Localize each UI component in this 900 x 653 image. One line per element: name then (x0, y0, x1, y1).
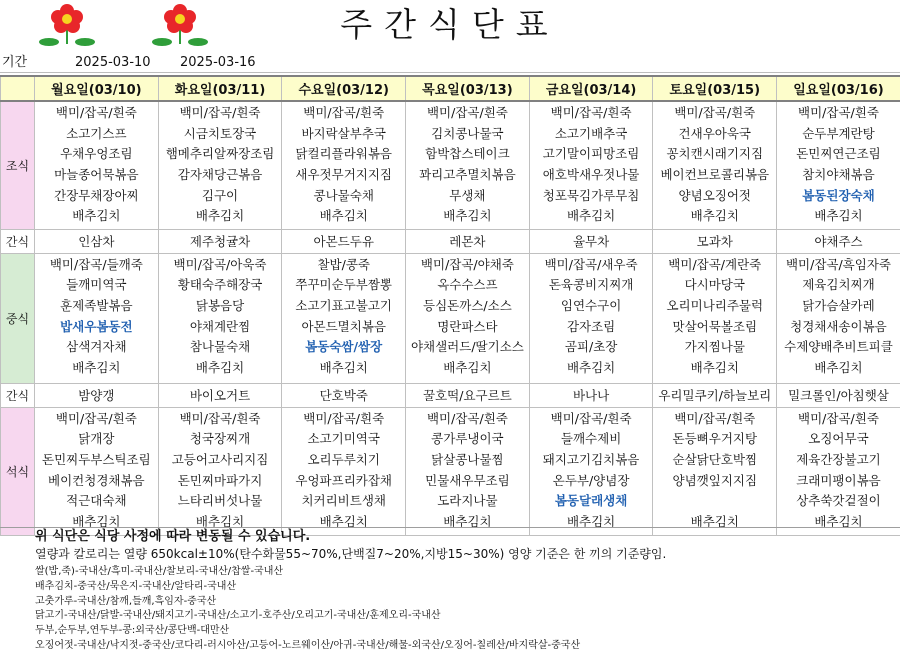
day-header: 수요일(03/12) (282, 76, 406, 101)
menu-item: 베이컨청경채볶음 (48, 472, 145, 488)
snack-label: 간식 (1, 229, 35, 253)
day-header: 월요일(03/10) (35, 76, 159, 101)
menu-item: 백미/잡곡/들깨죽 (49, 256, 143, 272)
menu-item: 콩나물숙채 (313, 187, 374, 203)
menu-item: 배추김치 (814, 208, 863, 224)
menu-item: 오리두루치기 (307, 451, 380, 467)
menu-item: 야채샐러드/딸기소스 (410, 339, 524, 355)
menu-item: 백미/잡곡/야채죽 (420, 256, 514, 272)
origin-list (35, 565, 895, 653)
menu-item: 찰밥/콩죽 (317, 256, 370, 272)
menu-item: 베이컨브로콜리볶음 (660, 167, 770, 183)
menu-item: 백미/잡곡/흰죽 (179, 105, 261, 120)
menu-item: 무생채 (449, 187, 486, 203)
menu-item: 간장무채장아찌 (54, 187, 139, 203)
menu-item: 백미/잡곡/흰죽 (550, 410, 632, 426)
breakfast-row (1, 101, 900, 229)
menu-item: 배추김치 (566, 208, 616, 224)
menu-item: 아몬드멸치볶음 (301, 318, 386, 334)
menu-item: 함박찹스테이크 (425, 146, 510, 162)
menu-item: 임연수구이 (560, 297, 622, 313)
menu-item: 배추김치 (72, 208, 121, 224)
menu-item: 오징어무국 (808, 431, 869, 447)
menu-item: 삼색겨자채 (66, 339, 127, 355)
menu-item: 닭살콩나물찜 (431, 451, 504, 467)
menu-item: 제육김치찌개 (802, 277, 875, 293)
menu-item: 바지락살부추국 (301, 125, 386, 141)
lunch-cell (406, 253, 530, 383)
menu-item: 배추김치 (690, 208, 739, 224)
breakfast-cell (777, 101, 900, 229)
breakfast-cell (529, 101, 653, 229)
day-header: 화요일(03/11) (158, 76, 282, 101)
menu-item: 백미/잡곡/계란죽 (668, 256, 762, 272)
menu-item: 밥새우봄동전 (60, 318, 133, 334)
breakfast-label: 조식 (1, 101, 35, 229)
menu-item: 백미/잡곡/아욱죽 (173, 256, 267, 272)
lunch-cell (282, 253, 406, 383)
menu-item: 시금치토장국 (183, 125, 257, 141)
menu-item: 백미/잡곡/흰죽 (798, 105, 879, 120)
menu-item: 백미/잡곡/흰죽 (674, 105, 756, 120)
menu-item: 청국장찌개 (189, 431, 251, 447)
menu-item: 들깨미역국 (66, 277, 127, 293)
menu-item: 소고기미역국 (307, 431, 380, 447)
period-label: 기간 (2, 55, 28, 70)
origin-line: 고춧가루-국내산/참깨,들깨,흑임자-중국산 (35, 595, 217, 607)
menu-item: 고등어고사리지짐 (171, 451, 269, 467)
snack-item: 밤양갱 (35, 383, 159, 407)
menu-item: 백미/잡곡/흰죽 (550, 105, 632, 120)
menu-item: 들깨수제비 (560, 431, 622, 447)
menu-item: 돈등뼈우거지탕 (672, 431, 758, 447)
menu-item: 백미/잡곡/흰죽 (303, 410, 385, 426)
dinner-cell (529, 407, 653, 535)
breakfast-cell (653, 101, 777, 229)
menu-item: 도라지나물 (437, 493, 498, 509)
day-header: 금요일(03/14) (529, 76, 653, 101)
lunch-cell (653, 253, 777, 383)
menu-item: 백미/잡곡/흰죽 (55, 105, 137, 120)
period-end: 2025-03-16 (180, 55, 256, 70)
menu-item: 명란파스타 (437, 318, 498, 334)
menu-item: 닭컬리플라워볶음 (295, 146, 393, 162)
origin-line: 쌀(밥,죽)-국내산/흑미-국내산/찰보리-국내산/찹쌀-국내산 (35, 566, 284, 577)
notice-text: 위 식단은 식당 사정에 따라 변동될 수 있습니다. (35, 529, 311, 544)
breakfast-cell (282, 101, 406, 229)
dinner-cell (282, 407, 406, 535)
origin-line: 닭고기-국내산/닭발-국내산/돼지고기-국내산/소고기-호주산/오리고기-국내산/훈제오리-국내산 (35, 610, 441, 622)
snack-item: 인삼차 (35, 229, 159, 253)
menu-item: 훈제족발볶음 (60, 297, 133, 313)
snack-item: 바이오거트 (158, 383, 282, 407)
menu-item: 순두부계란탕 (802, 125, 875, 141)
menu-item: 꽁치캔시래기지짐 (666, 146, 764, 162)
menu-item: 돈민찌연근조림 (796, 146, 881, 162)
menu-item: 참치야채볶음 (802, 167, 875, 183)
menu-item: 배추김치 (319, 513, 368, 529)
menu-item: 콩가루냉이국 (431, 431, 504, 447)
page-title: 주간식단표 (340, 5, 560, 44)
snack_am-row (1, 229, 900, 253)
menu-item (653, 491, 776, 512)
lunch-cell (777, 253, 900, 383)
menu-item: 제육간장불고기 (796, 451, 881, 467)
origin-line: 배추김치-중국산/묵은지-국내산/알타리-국내산 (35, 580, 237, 592)
menu-item: 백미/잡곡/흰죽 (55, 410, 137, 426)
day-header: 목요일(03/13) (406, 76, 530, 101)
snack-item: 율무차 (529, 229, 653, 253)
menu-item: 감자조림 (566, 318, 616, 334)
lunch-cell (158, 253, 282, 383)
snack-item: 밀크롤인/아침햇살 (777, 383, 900, 407)
menu-item: 닭봉음당 (195, 297, 245, 313)
menu-item: 청포묵김가루무침 (542, 187, 640, 203)
menu-item: 다시마당국 (684, 277, 745, 293)
dinner-label: 석식 (1, 407, 35, 535)
menu-item: 배추김치 (690, 513, 739, 529)
menu-item: 민물새우무조림 (425, 472, 510, 488)
menu-item: 온두부/양념장 (552, 472, 630, 488)
menu-item: 곰피/초장 (564, 339, 618, 355)
menu-item: 배추김치 (814, 359, 863, 375)
menu-item: 소고기표고불고기 (295, 297, 393, 313)
menu-item: 상추쑥갓겉절이 (796, 493, 881, 509)
menu-item: 치커리비트생채 (301, 493, 386, 509)
menu-item: 봄동달래생채 (554, 493, 628, 509)
menu-item: 배추김치 (195, 359, 245, 375)
menu-item: 느타리버섯나물 (177, 493, 263, 509)
menu-item: 오리미나리주물럭 (666, 297, 764, 313)
menu-item: 마늘종어묵볶음 (54, 167, 139, 183)
menu-table (0, 75, 900, 536)
menu-item: 배추김치 (319, 359, 368, 375)
menu-item: 고기말이피망조림 (542, 146, 640, 162)
menu-item: 가지찜나물 (684, 339, 745, 355)
menu-item: 배추김치 (443, 513, 492, 529)
menu-item: 햄메추리알짜장조림 (165, 146, 275, 162)
menu-item: 배추김치 (566, 359, 616, 375)
menu-item: 김치콩나물국 (431, 125, 504, 141)
menu-item: 새우젓무거지지짐 (295, 167, 393, 183)
menu-item: 봄동된장숙채 (802, 187, 875, 203)
menu-item: 꽈리고추멸치볶음 (419, 167, 516, 183)
day-header: 일요일(03/16) (777, 76, 900, 101)
origin-line: 오징어젓-국내산/낙지젓-중국산/코다리-러시아산/고등어-노르웨이산/아귀-국내산/해물-외국산/오징어-칠레산/바지락살-중국산 (35, 639, 581, 651)
period-row (0, 52, 900, 74)
menu-item: 우엉파프리카잡채 (295, 472, 393, 488)
snack-item: 제주청귤차 (158, 229, 282, 253)
menu-item: 배추김치 (195, 208, 245, 224)
menu-item: 소고기배추국 (554, 125, 628, 141)
dinner-cell (653, 407, 777, 535)
menu-item: 봄동숙쌈/쌈장 (305, 339, 383, 355)
menu-item: 양념오징어젓 (678, 187, 751, 203)
menu-item: 배추김치 (814, 513, 863, 529)
menu-item: 백미/잡곡/흰죽 (179, 410, 261, 426)
snack-item: 야채주스 (777, 229, 900, 253)
day-header-row (1, 76, 900, 101)
menu-item: 옥수수스프 (437, 277, 498, 293)
menu-item: 청경채새송이볶음 (790, 318, 887, 334)
menu-item: 애호박새우젓나물 (542, 167, 640, 183)
menu-item: 배추김치 (443, 359, 492, 375)
menu-item: 돈민찌마파가지 (177, 472, 263, 488)
dinner-cell (406, 407, 530, 535)
origin-line: 두부,순두부,연두부-콩:외국산/콩단백-대만산 (35, 625, 230, 637)
menu-item: 닭개장 (78, 431, 115, 447)
lunch-cell (529, 253, 653, 383)
menu-item: 백미/잡곡/흰죽 (674, 410, 756, 426)
menu-item: 백미/잡곡/새우죽 (544, 256, 638, 272)
header (0, 0, 900, 52)
snack-item: 꿀호떡/요구르트 (406, 383, 530, 407)
snack-item: 모과차 (653, 229, 777, 253)
menu-item: 배추김치 (319, 208, 368, 224)
divider (0, 72, 900, 73)
snack-item: 아몬드두유 (282, 229, 406, 253)
menu-item: 쭈꾸미순두부짬뽕 (295, 277, 393, 293)
menu-item: 닭가슴살카레 (802, 297, 875, 313)
menu-item: 백미/잡곡/흰죽 (303, 105, 385, 120)
snack-item: 바나나 (529, 383, 653, 407)
menu-item: 백미/잡곡/흰죽 (426, 105, 508, 120)
menu-item: 수제양배추비트피클 (784, 339, 893, 355)
menu-item: 백미/잡곡/흑임자죽 (785, 256, 891, 272)
dinner-cell (158, 407, 282, 535)
dinner-cell (35, 407, 159, 535)
menu-item: 배추김치 (690, 359, 739, 375)
dinner-cell (777, 407, 900, 535)
lunch-row (1, 253, 900, 383)
menu-item: 감자채당근볶음 (177, 167, 263, 183)
menu-item: 배추김치 (72, 513, 121, 529)
menu-item: 적근대숙채 (66, 493, 127, 509)
breakfast-cell (158, 101, 282, 229)
menu-item: 건새우아욱국 (678, 125, 751, 141)
snack-label: 간식 (1, 383, 35, 407)
menu-item: 배추김치 (443, 208, 492, 224)
menu-item: 김구이 (201, 187, 239, 203)
breakfast-cell (35, 101, 159, 229)
nutrition-note: 열량과 칼로리는 열량 650kcal±10%(탄수화물55~70%,단백질7~20%,지방15~30%) 영양 기준은 한 끼의 기준량임. (35, 547, 667, 561)
corner-cell (1, 76, 35, 101)
menu-item: 등심돈까스/소스 (423, 297, 512, 313)
lunch-label: 중식 (1, 253, 35, 383)
day-header: 토요일(03/15) (653, 76, 777, 101)
menu-item: 백미/잡곡/흰죽 (798, 410, 879, 426)
menu-item: 소고기스프 (66, 125, 127, 141)
menu-item: 우채우엉조림 (60, 146, 133, 162)
snack-item: 단호박죽 (282, 383, 406, 407)
menu-item: 백미/잡곡/흰죽 (426, 410, 508, 426)
menu-item: 배추김치 (566, 513, 616, 529)
menu-item: 야채계란찜 (189, 318, 251, 334)
menu-item: 돼지고기김치볶음 (542, 451, 640, 467)
menu-item: 돈민찌두부스틱조림 (42, 451, 151, 467)
menu-item: 황태숙주해장국 (177, 277, 263, 293)
menu-item: 배추김치 (72, 359, 121, 375)
menu-item: 크래미팽이볶음 (796, 472, 881, 488)
menu-item: 순살닭단호박찜 (672, 451, 758, 467)
menu-item: 참나물숙채 (189, 339, 251, 355)
period-start: 2025-03-10 (75, 55, 151, 70)
dinner-row (1, 407, 900, 535)
lunch-cell (35, 253, 159, 383)
snack-item: 레몬차 (406, 229, 530, 253)
menu-item: 양념깻잎지지짐 (672, 472, 758, 488)
breakfast-cell (406, 101, 530, 229)
menu-item: 배추김치 (195, 513, 245, 529)
snack-item: 우리밀쿠키/하늘보리 (653, 383, 777, 407)
menu-item: 돈육콩비지찌개 (548, 277, 634, 293)
menu-item: 맛살어묵볼조림 (672, 318, 758, 334)
snack_pm-row (1, 383, 900, 407)
